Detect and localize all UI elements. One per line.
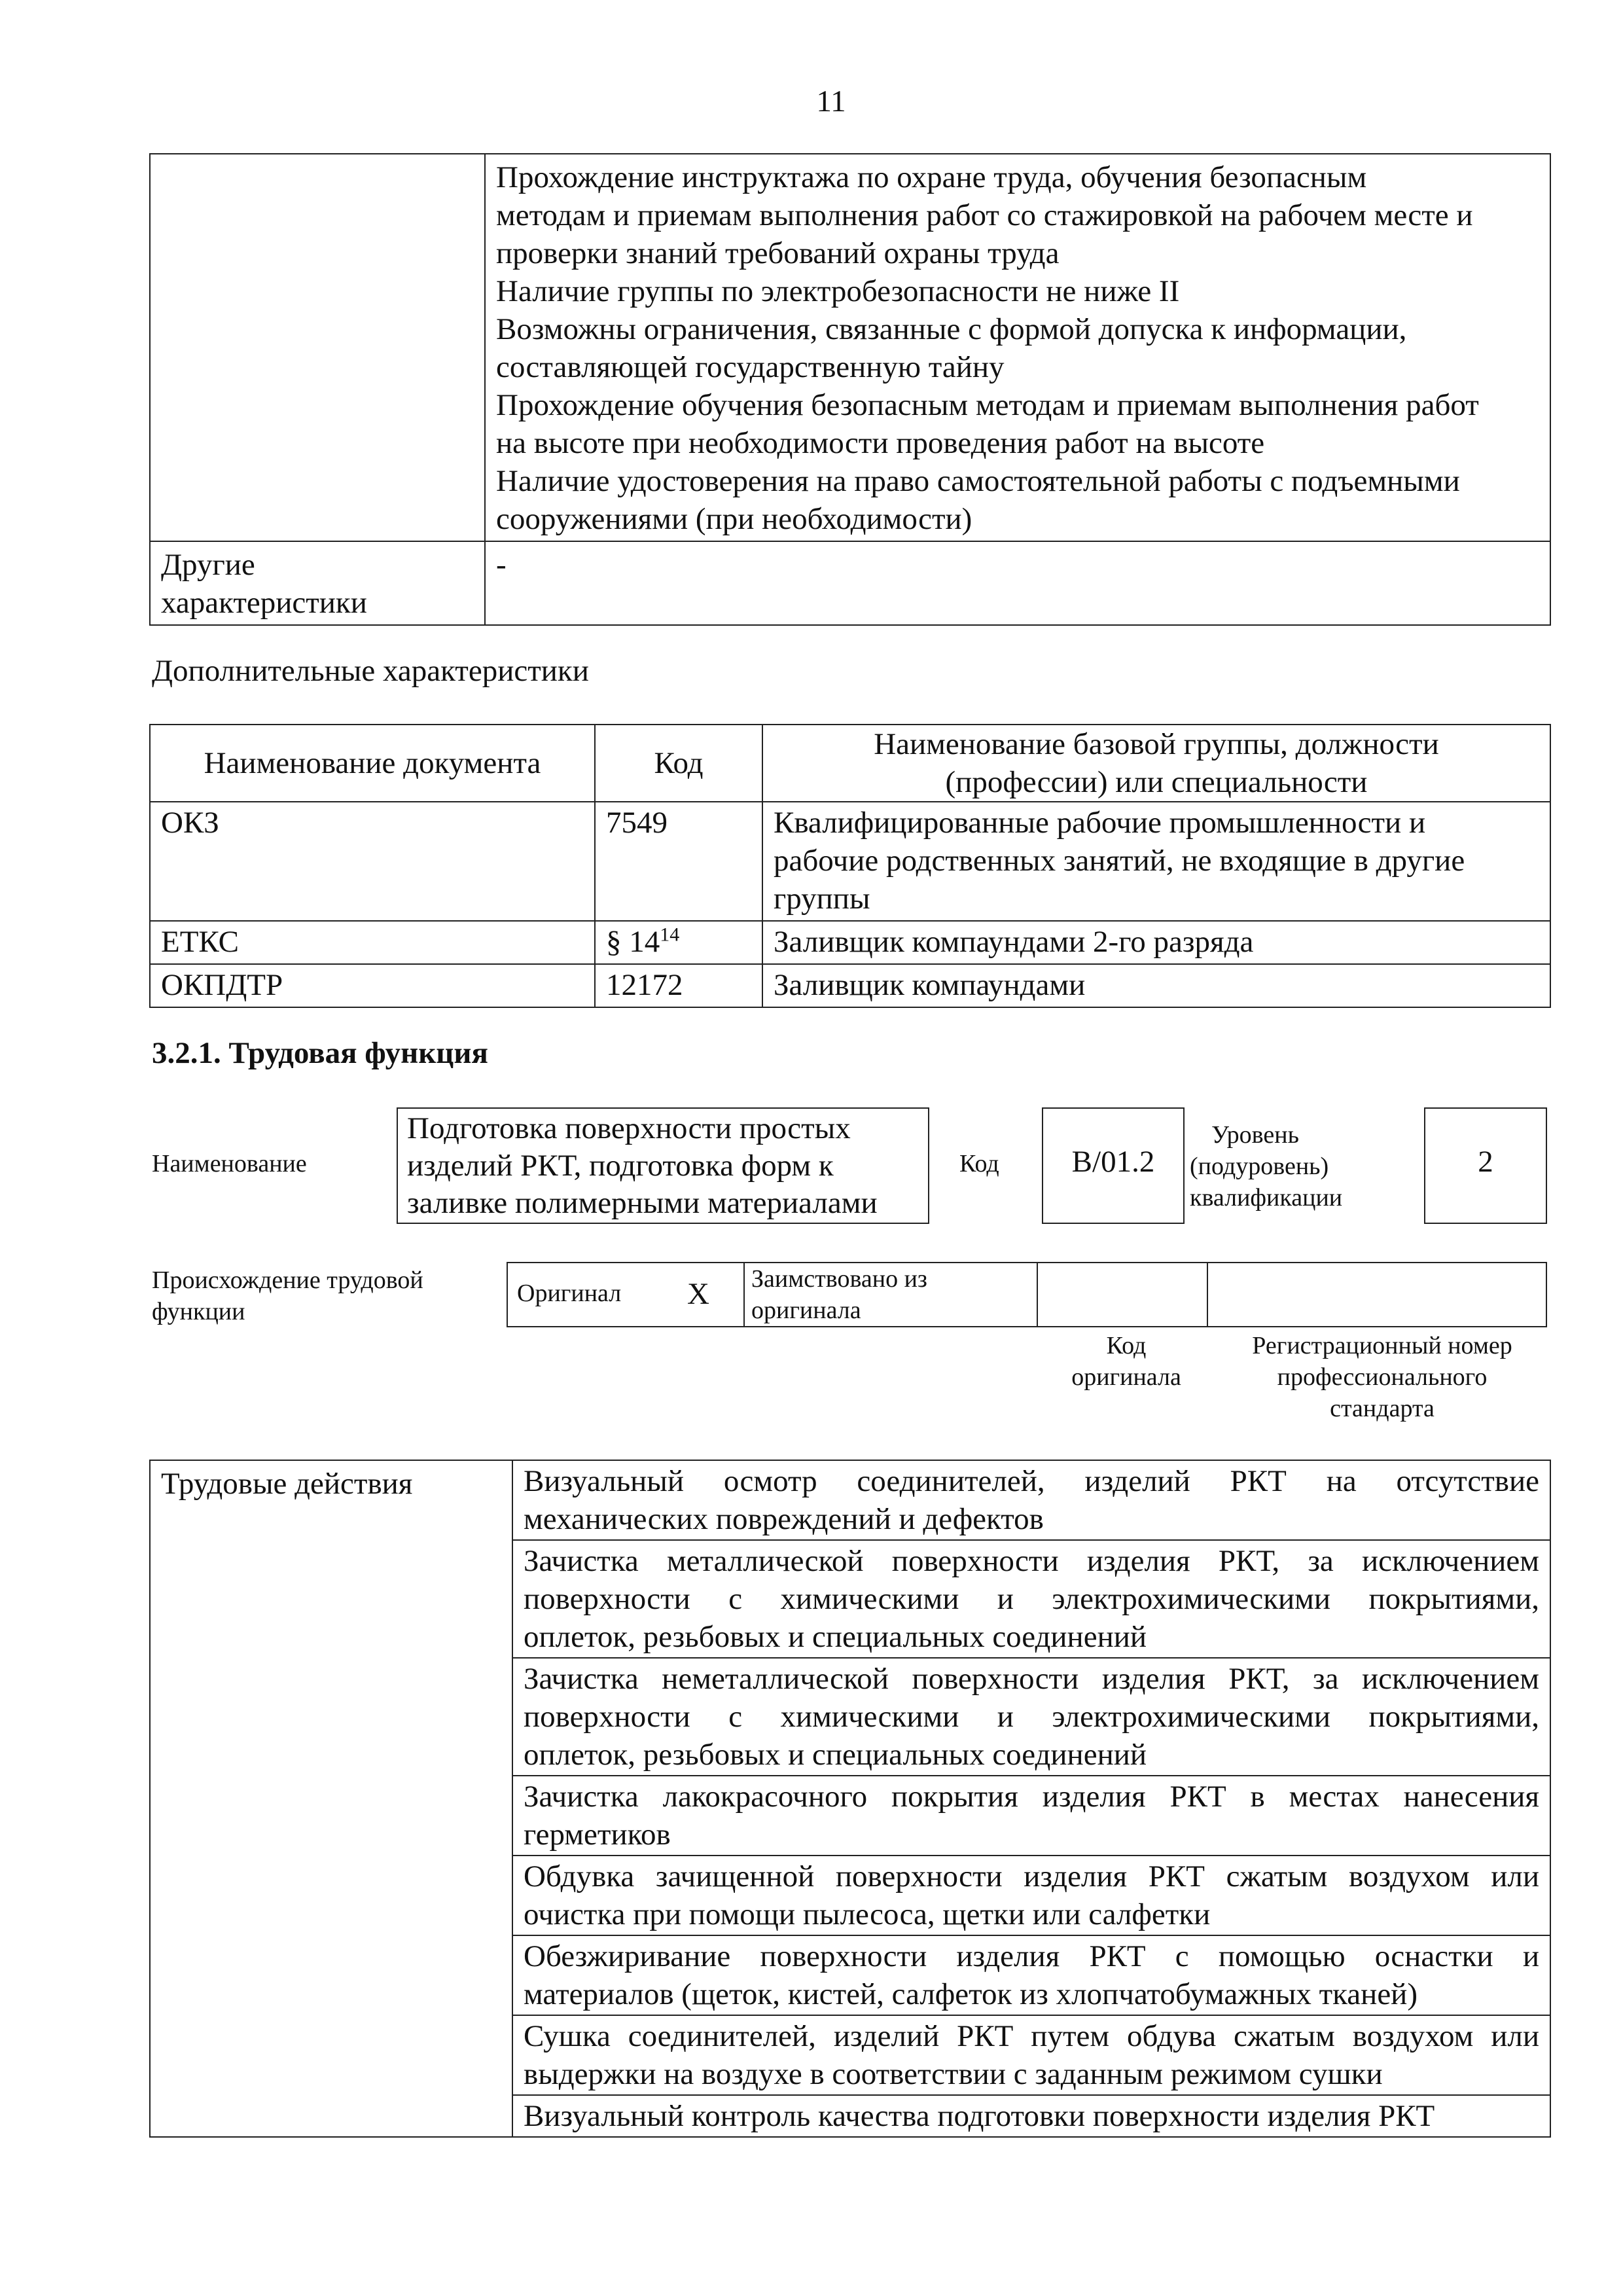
table-row <box>150 154 1550 541</box>
doc-cell: ОКПДТР <box>150 964 595 1007</box>
borrowed-label: Заимствовано из оригинала <box>751 1265 927 1324</box>
table-row <box>150 1460 1550 1540</box>
requirement-line: Наличие группы по электробезопасности не ниже II <box>496 274 1180 308</box>
function-code-box: В/01.2 <box>1042 1107 1185 1224</box>
section-heading: 3.2.1. Трудовая функция <box>152 1036 488 1070</box>
name-cell: Квалифицированные рабочие промышленности и рабочие родственных занятий, не входящие в другие группы <box>762 802 1550 921</box>
empty-label-cell <box>150 154 485 541</box>
requirement-line: составляющей государственную тайну <box>496 350 1005 384</box>
requirement-line: Прохождение инструктажа по охране труда, обучения безопасным <box>496 160 1367 194</box>
table-row <box>150 964 1550 1007</box>
requirement-line: проверки знаний требований охраны труда <box>496 236 1060 270</box>
reg-number-caption: Регистрационный номер профессионального стандарта <box>1252 1332 1512 1422</box>
original-label: Оригинал <box>517 1280 622 1307</box>
page-number: 11 <box>816 84 846 118</box>
action-item: Сушка соединителей, изделий РКТ путем обдува сжатым воздухом или выдержки на воздухе в соответствии с заданным режимом сушки <box>512 2015 1550 2095</box>
original-mark: X <box>687 1277 709 1311</box>
header-document: Наименование документа <box>150 725 595 802</box>
function-name-box: Подготовка поверхности простых изделий РКТ, подготовка форм к заливке полимерными материалами <box>397 1107 929 1224</box>
requirement-line: на высоте при необходимости проведения работ на высоте <box>496 426 1265 460</box>
labor-actions-label: Трудовые действия <box>150 1460 512 2137</box>
action-item: Визуальный контроль качества подготовки поверхности изделия РКТ <box>512 2095 1550 2137</box>
level-value-box: 2 <box>1424 1107 1547 1224</box>
additional-heading: Дополнительные характеристики <box>152 654 589 688</box>
other-characteristics-label: Другие характеристики <box>150 541 485 625</box>
divider <box>743 1263 745 1326</box>
header-name: Наименование базовой группы, должности (профессии) или специальности <box>762 725 1550 802</box>
code-cell: § $14^{14}$ <box>595 921 762 964</box>
action-item: Зачистка металлической поверхности изделия РКТ, за исключением поверхности с химическими и электрохимическими покрытиями, оплеток, резьбовых и специальных соединений <box>512 1540 1550 1658</box>
table-row <box>150 921 1550 964</box>
name-cell: Заливщик компаундами <box>762 964 1550 1007</box>
requirement-line: Наличие удостоверения на право самостоятельной работы с подъемными <box>496 464 1460 498</box>
doc-cell: ЕТКС <box>150 921 595 964</box>
requirement-line: сооружениями (при необходимости) <box>496 502 972 536</box>
action-item: Визуальный осмотр соединителей, изделий РКТ на отсутствие механических повреждений и дефектов <box>512 1460 1550 1540</box>
code-label: Код <box>959 1150 999 1177</box>
action-item: Зачистка неметаллической поверхности изделия РКТ, за исключением поверхности с химическими и электрохимическими покрытиями, оплеток, резьбовых и специальных соединений <box>512 1658 1550 1776</box>
other-characteristics-value: - <box>485 541 1550 625</box>
name-cell: Заливщик компаундами 2-го разряда <box>762 921 1550 964</box>
origin-label: Происхождение трудовой функции <box>152 1266 423 1325</box>
table-header-row <box>150 725 1550 802</box>
requirement-line: Прохождение обучения безопасным методам и приемам выполнения работ <box>496 388 1479 422</box>
code-original-caption: Код оригинала <box>1071 1332 1181 1391</box>
requirements-table <box>149 153 1551 626</box>
additional-table <box>149 724 1551 1008</box>
code-cell: 12172 <box>595 964 762 1007</box>
table-row <box>150 541 1550 625</box>
action-item: Зачистка лакокрасочного покрытия изделия РКТ в местах нанесения герметиков <box>512 1776 1550 1856</box>
level-label: Уровень (подуровень) квалификации <box>1190 1121 1343 1211</box>
action-item: Обезжиривание поверхности изделия РКТ с помощью оснастки и материалов (щеток, кистей, салфеток из хлопчатобумажных тканей) <box>512 1935 1550 2015</box>
doc-cell: ОКЗ <box>150 802 595 921</box>
header-code: Код <box>595 725 762 802</box>
action-item: Обдувка зачищенной поверхности изделия РКТ сжатым воздухом или очистка при помощи пылесоса, щетки или салфетки <box>512 1856 1550 1935</box>
divider <box>1207 1263 1208 1326</box>
labor-actions-table <box>149 1460 1551 2138</box>
divider <box>1037 1263 1038 1326</box>
requirements-cell <box>485 154 1550 541</box>
table-row <box>150 802 1550 921</box>
name-label: Наименование <box>152 1150 307 1177</box>
origin-table <box>507 1262 1547 1327</box>
requirement-line: методам и приемам выполнения работ со стажировкой на рабочем месте и <box>496 198 1473 232</box>
requirement-line: Возможны ограничения, связанные с формой допуска к информации, <box>496 312 1407 346</box>
code-cell: 7549 <box>595 802 762 921</box>
